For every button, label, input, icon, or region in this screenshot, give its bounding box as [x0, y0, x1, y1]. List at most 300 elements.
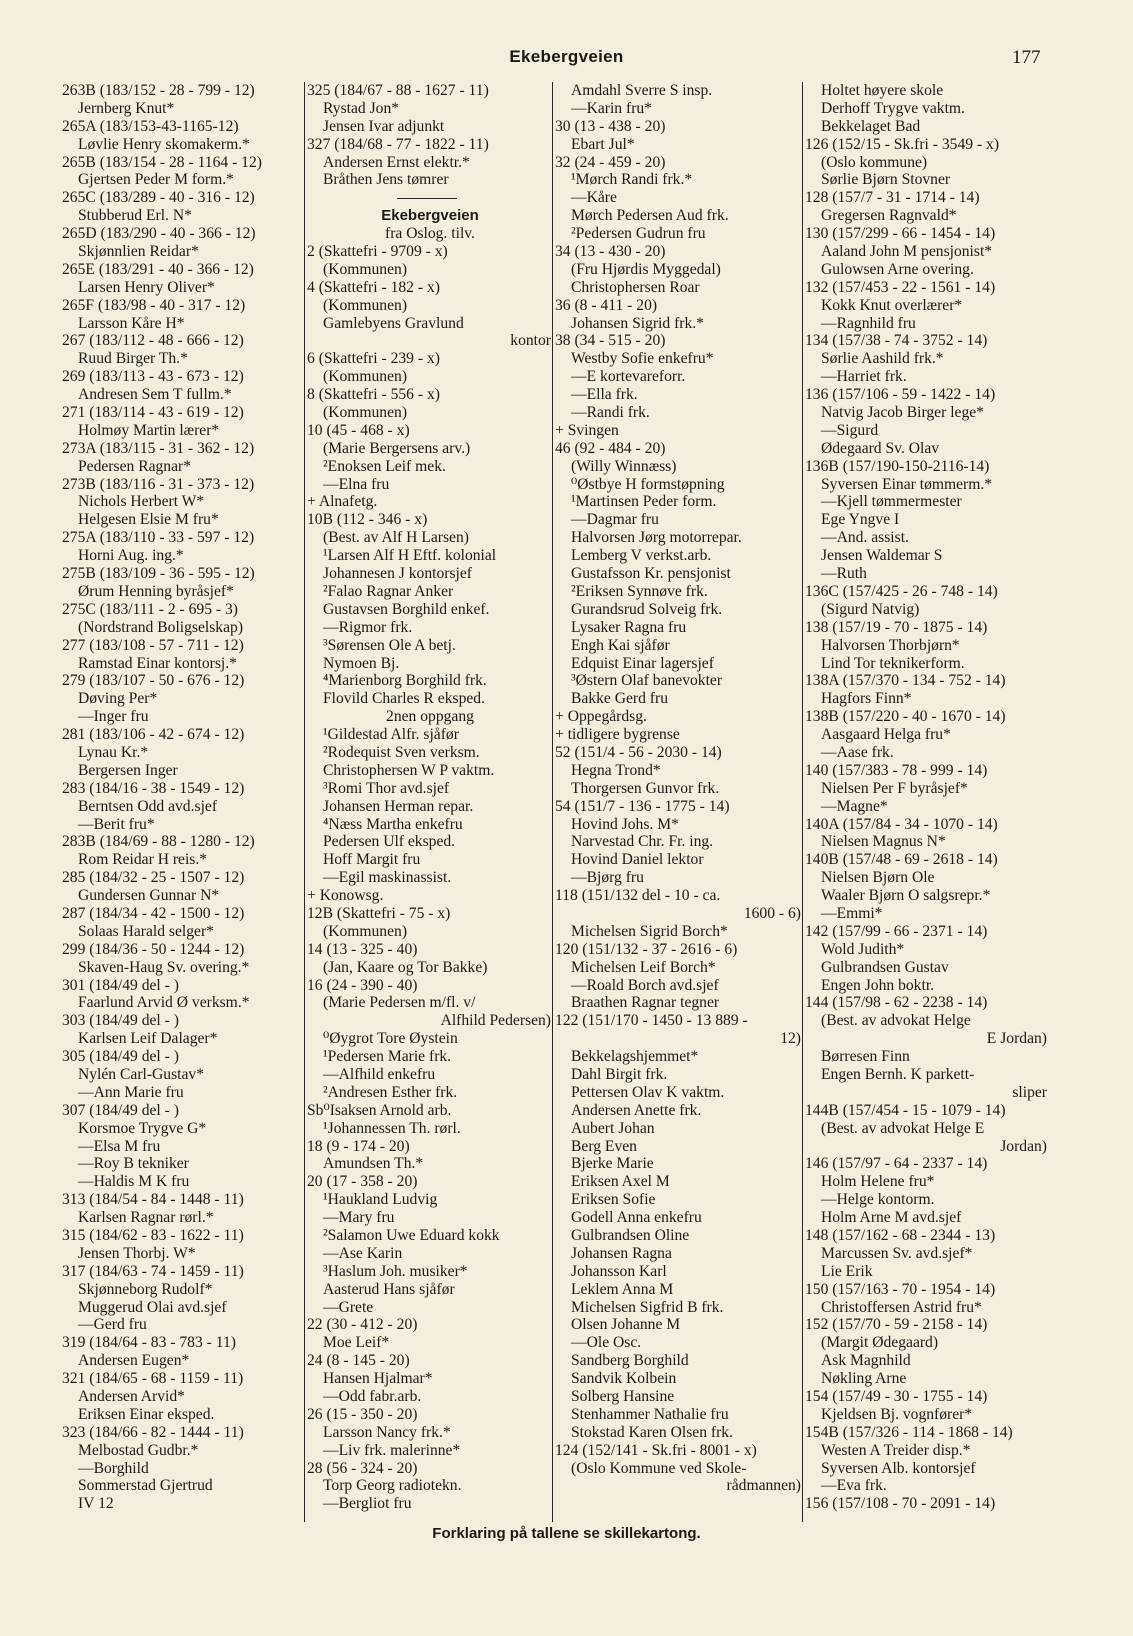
- directory-column-2: [304, 82, 553, 1522]
- resident-entry: Skaven-Haug Sv. overing.*: [78, 958, 250, 976]
- resident-entry: (Willy Winnæss): [571, 457, 677, 475]
- resident-entry: Waaler Bjørn O salgsrepr.*: [821, 887, 991, 905]
- resident-entry: Pedersen Ragnar*: [78, 457, 192, 475]
- resident-entry: Nymoen Bj.: [323, 654, 400, 672]
- resident-entry: Berntsen Odd avd.sjef: [78, 797, 218, 815]
- resident-entry: ³Østern Olaf banevokter: [571, 672, 723, 690]
- resident-entry: Michelsen Sigrid Borch*: [571, 922, 728, 940]
- resident-entry: Ødegaard Sv. Olav: [821, 439, 940, 457]
- resident-entry: Jensen Waldemar S: [821, 547, 943, 565]
- resident-entry: ²Eriksen Synnøve frk.: [571, 582, 708, 600]
- address-entry: 279 (183/107 - 50 - 676 - 12): [62, 672, 245, 690]
- resident-entry: —Bergliot fru: [323, 1495, 412, 1513]
- address-entry: 130 (157/299 - 66 - 1454 - 14): [805, 225, 996, 243]
- continuation-line: 12): [780, 1030, 801, 1048]
- resident-entry: Aasterud Hans sjåfør: [323, 1280, 455, 1298]
- resident-entry: —Berit fru*: [78, 815, 155, 833]
- continuation-line: rådmannen): [726, 1477, 801, 1495]
- resident-entry: (Best. av Alf H Larsen): [323, 529, 469, 547]
- resident-entry: Ruud Birger Th.*: [78, 350, 188, 368]
- resident-entry: Ørum Henning byråsjef*: [78, 582, 234, 600]
- address-entry: 305 (184/49 del - ): [62, 1048, 179, 1066]
- resident-entry: Derhoff Trygve vaktm.: [821, 99, 965, 117]
- address-entry: 118 (151/132 del - 10 - ca.: [555, 887, 721, 905]
- address-entry: 281 (183/106 - 42 - 674 - 12): [62, 726, 245, 744]
- address-entry: 36 (8 - 411 - 20): [555, 296, 658, 314]
- resident-entry: Eriksen Axel M: [571, 1173, 670, 1191]
- resident-entry: —Eva frk.: [821, 1477, 887, 1495]
- resident-entry: (Oslo Kommune ved Skole-: [571, 1459, 747, 1477]
- address-entry: 146 (157/97 - 64 - 2337 - 14): [805, 1155, 988, 1173]
- resident-entry: ³Haslum Joh. musiker*: [323, 1262, 468, 1280]
- resident-entry: Westby Sofie enkefru*: [571, 350, 714, 368]
- resident-entry: (Kommunen): [323, 368, 408, 386]
- resident-entry: ⁰Øygrot Tore Øystein: [323, 1030, 458, 1048]
- resident-entry: Sandvik Kolbein: [571, 1370, 677, 1388]
- address-entry: 128 (157/7 - 31 - 1714 - 14): [805, 189, 980, 207]
- resident-entry: Wold Judith*: [821, 940, 905, 958]
- resident-entry: (Sigurd Natvig): [821, 600, 920, 618]
- resident-entry: Aubert Johan: [571, 1119, 655, 1137]
- address-entry: 323 (184/66 - 82 - 1444 - 11): [62, 1423, 244, 1441]
- resident-entry: Nielsen Per F byråsjef*: [821, 779, 968, 797]
- resident-entry: Christophersen Roar: [571, 278, 700, 296]
- resident-entry: Bråthen Jens tømrer: [323, 171, 449, 189]
- resident-entry: —Dagmar fru: [571, 511, 659, 529]
- resident-entry: Døving Per*: [78, 690, 158, 708]
- address-entry: 265F (183/98 - 40 - 317 - 12): [62, 296, 246, 314]
- resident-entry: Holmøy Martin lærer*: [78, 421, 220, 439]
- address-entry: 273B (183/116 - 31 - 373 - 12): [62, 475, 255, 493]
- address-entry: 275B (183/109 - 36 - 595 - 12): [62, 565, 255, 583]
- resident-entry: Jensen Thorbj. W*: [78, 1244, 196, 1262]
- resident-entry: Andersen Arvid*: [78, 1388, 185, 1406]
- directory-column-3: [552, 82, 803, 1522]
- address-entry: 30 (13 - 438 - 20): [555, 117, 666, 135]
- address-entry: 136 (157/106 - 59 - 1422 - 14): [805, 386, 996, 404]
- address-entry: 327 (184/68 - 77 - 1822 - 11): [307, 135, 489, 153]
- resident-entry: —Roald Borch avd.sjef: [571, 976, 719, 994]
- resident-entry: Sørlie Aashild frk.*: [821, 350, 944, 368]
- resident-entry: —Alfhild enkefru: [323, 1065, 436, 1083]
- resident-entry: Andersen Anette frk.: [571, 1101, 702, 1119]
- resident-entry: ⁴Marienborg Borghild frk.: [323, 672, 487, 690]
- resident-entry: Christoffersen Astrid fru*: [821, 1298, 982, 1316]
- address-entry: 265A (183/153-43-1165-12): [62, 117, 239, 135]
- resident-entry: Aaland John M pensjonist*: [821, 243, 993, 261]
- address-entry: 265D (183/290 - 40 - 366 - 12): [62, 225, 256, 243]
- resident-entry: (Kommunen): [323, 296, 408, 314]
- resident-entry: Gurandsrud Solveig frk.: [571, 600, 723, 618]
- resident-entry: —Gerd fru: [78, 1316, 147, 1334]
- address-entry: 4 (Skattefri - 182 - x): [307, 278, 440, 296]
- address-entry: 271 (183/114 - 43 - 619 - 12): [62, 404, 244, 422]
- resident-entry: Johansen Ragna: [571, 1244, 672, 1262]
- resident-entry: ²Salamon Uwe Eduard kokk: [323, 1227, 500, 1244]
- resident-entry: Johansen Herman repar.: [323, 797, 474, 815]
- continuation-line: sliper: [1012, 1083, 1047, 1101]
- address-entry: 299 (184/36 - 50 - 1244 - 12): [62, 940, 245, 958]
- resident-entry: Skjønneborg Rudolf*: [78, 1280, 213, 1298]
- address-entry: 283 (184/16 - 38 - 1549 - 12): [62, 779, 245, 797]
- resident-entry: ¹Johannessen Th. rørl.: [323, 1119, 461, 1137]
- resident-entry: —Grete: [323, 1298, 374, 1316]
- resident-entry: ¹Pedersen Marie frk.: [323, 1048, 452, 1066]
- address-entry: 10 (45 - 468 - x): [307, 421, 410, 439]
- resident-entry: —Ase Karin: [323, 1244, 403, 1262]
- address-entry: 26 (15 - 350 - 20): [307, 1405, 418, 1423]
- resident-entry: Braathen Ragnar tegner: [571, 994, 720, 1012]
- resident-entry: Larsen Henry Oliver*: [78, 278, 215, 296]
- resident-entry: Holtet høyere skole: [821, 82, 944, 99]
- continuation-line: E Jordan): [986, 1030, 1047, 1048]
- resident-entry: —Ann Marie fru: [78, 1083, 184, 1101]
- page-number: 177: [1012, 47, 1041, 68]
- resident-entry: —Harriet frk.: [821, 368, 907, 386]
- address-entry: + Alnafetg.: [307, 493, 378, 511]
- resident-entry: (Kommunen): [323, 404, 408, 422]
- resident-entry: Holm Arne M avd.sjef: [821, 1209, 962, 1227]
- continuation-line: 1600 - 6): [743, 904, 801, 922]
- resident-entry: Lynau Kr.*: [78, 743, 149, 761]
- address-entry: 144B (157/454 - 15 - 1079 - 14): [805, 1101, 1006, 1119]
- continuation-line: Alfhild Pedersen): [440, 1012, 551, 1030]
- resident-entry: Nichols Herbert W*: [78, 493, 205, 511]
- resident-entry: (Margit Ødegaard): [821, 1334, 939, 1352]
- resident-entry: Sommerstad Gjertrud: [78, 1477, 213, 1495]
- address-entry: 277 (183/108 - 57 - 711 - 12): [62, 636, 244, 654]
- resident-entry: Syversen Alb. kontorsjef: [821, 1459, 976, 1477]
- resident-entry: Faarlund Arvid Ø verksm.*: [78, 994, 250, 1012]
- resident-entry: Gregersen Ragnvald*: [821, 207, 957, 225]
- address-entry: 267 (183/112 - 48 - 666 - 12): [62, 332, 244, 350]
- address-entry: 132 (157/453 - 22 - 1561 - 14): [805, 278, 996, 296]
- address-entry: 136B (157/190-150-2116-14): [805, 457, 990, 475]
- resident-entry: Rom Reidar H reis.*: [78, 851, 208, 869]
- resident-entry: Michelsen Leif Borch*: [571, 958, 716, 976]
- resident-entry: —Roy B tekniker: [78, 1155, 189, 1173]
- resident-entry: Olsen Johanne M: [571, 1316, 681, 1334]
- resident-entry: Johansson Karl: [571, 1262, 667, 1280]
- address-entry: 275A (183/110 - 33 - 597 - 12): [62, 529, 255, 547]
- resident-entry: Berg Even: [571, 1137, 637, 1155]
- resident-entry: Kokk Knut overlærer*: [821, 296, 963, 314]
- resident-entry: ²Andresen Esther frk.: [323, 1083, 458, 1101]
- resident-entry: ¹Mørch Randi frk.*: [571, 171, 693, 189]
- resident-entry: Syversen Einar tømmerm.*: [821, 475, 993, 493]
- street-heading: Ekebergveien: [381, 207, 479, 225]
- address-entry: 28 (56 - 324 - 20): [307, 1459, 418, 1477]
- address-entry: 140 (157/383 - 78 - 999 - 14): [805, 761, 988, 779]
- resident-entry: Mørch Pedersen Aud frk.: [571, 207, 729, 225]
- resident-entry: Godell Anna enkefru: [571, 1209, 702, 1227]
- resident-entry: Hansen Hjalmar*: [323, 1370, 433, 1388]
- resident-entry: (Marie Pedersen m/fl. v/: [323, 994, 476, 1012]
- address-entry: + Konowsg.: [307, 887, 384, 905]
- resident-entry: —Bjørg fru: [571, 869, 644, 887]
- address-entry: 152 (157/70 - 59 - 2158 - 14): [805, 1316, 988, 1334]
- address-entry: 269 (183/113 - 43 - 673 - 12): [62, 368, 244, 386]
- resident-entry: ¹Martinsen Peder form.: [571, 493, 717, 511]
- section-subheading: fra Oslog. tilv.: [385, 225, 475, 243]
- resident-entry: Narvestad Chr. Fr. ing.: [571, 833, 714, 851]
- resident-entry: Bekkelaget Bad: [821, 117, 921, 135]
- resident-entry: Johansen Sigrid frk.*: [571, 314, 704, 332]
- resident-entry: ³Romi Thor avd.sjef: [323, 779, 450, 797]
- resident-entry: Larsson Nancy frk.*: [323, 1423, 451, 1441]
- address-entry: 317 (184/63 - 74 - 1459 - 11): [62, 1262, 244, 1280]
- resident-entry: Stokstad Karen Olsen frk.: [571, 1423, 733, 1441]
- resident-entry: Marcussen Sv. avd.sjef*: [821, 1244, 973, 1262]
- address-entry: 46 (92 - 484 - 20): [555, 439, 666, 457]
- resident-entry: Korsmoe Trygve G*: [78, 1119, 207, 1137]
- resident-entry: —Elna fru: [323, 475, 390, 493]
- resident-entry: Leklem Anna M: [571, 1280, 674, 1298]
- resident-entry: Natvig Jacob Birger lege*: [821, 404, 984, 422]
- continuation-line: kontor: [510, 332, 551, 350]
- resident-entry: (Jan, Kaare og Tor Bakke): [323, 958, 488, 976]
- address-entry: 16 (24 - 390 - 40): [307, 976, 418, 994]
- resident-entry: —Liv frk. malerinne*: [323, 1441, 461, 1459]
- resident-entry: ²Pedersen Gudrun fru: [571, 225, 706, 243]
- resident-entry: —Karin fru*: [571, 99, 652, 117]
- resident-entry: (Marie Bergersens arv.): [323, 439, 471, 457]
- resident-entry: Hagfors Finn*: [821, 690, 912, 708]
- resident-entry: Gulbrandsen Oline: [571, 1227, 690, 1244]
- section-divider: [307, 189, 553, 207]
- resident-entry: Stubberud Erl. N*: [78, 207, 192, 225]
- resident-entry: Engen John boktr.: [821, 976, 935, 994]
- resident-entry: ¹Gildestad Alfr. sjåfør: [323, 726, 459, 744]
- address-entry: 24 (8 - 145 - 20): [307, 1352, 410, 1370]
- resident-entry: —And. assist.: [821, 529, 909, 547]
- address-entry: 122 (151/170 - 1450 - 13 889 -: [555, 1012, 748, 1030]
- resident-entry: —Magne*: [821, 797, 888, 815]
- address-entry: 273A (183/115 - 31 - 362 - 12): [62, 439, 255, 457]
- resident-entry: Solberg Hansine: [571, 1388, 675, 1406]
- resident-entry: Lie Erik: [821, 1262, 873, 1280]
- address-entry: 124 (152/141 - Sk.fri - 8001 - x): [555, 1441, 757, 1459]
- resident-entry: Helgesen Elsie M fru*: [78, 511, 219, 529]
- address-entry: 265B (183/154 - 28 - 1164 - 12): [62, 153, 262, 171]
- address-entry: 138 (157/19 - 70 - 1875 - 14): [805, 618, 988, 636]
- resident-entry: Bakke Gerd fru: [571, 690, 668, 708]
- address-entry: 144 (157/98 - 62 - 2238 - 14): [805, 994, 988, 1012]
- resident-entry: Lysaker Ragna fru: [571, 618, 687, 636]
- resident-entry: Sørlie Bjørn Stovner: [821, 171, 951, 189]
- address-entry: 140B (157/48 - 69 - 2618 - 14): [805, 851, 998, 869]
- address-entry: 263B (183/152 - 28 - 799 - 12): [62, 82, 255, 99]
- resident-entry: Horni Aug. ing.*: [78, 547, 184, 565]
- resident-entry: —Kåre: [571, 189, 617, 207]
- resident-entry: Hegna Trond*: [571, 761, 661, 779]
- resident-entry: Skjønnlien Reidar*: [78, 243, 199, 261]
- resident-entry: Pettersen Olav K vaktm.: [571, 1083, 725, 1101]
- address-entry: 287 (184/34 - 42 - 1500 - 12): [62, 904, 245, 922]
- resident-entry: IV 12: [78, 1495, 114, 1513]
- address-entry: 54 (151/7 - 136 - 1775 - 14): [555, 797, 730, 815]
- address-entry: 154B (157/326 - 114 - 1868 - 14): [805, 1423, 1013, 1441]
- resident-entry: Eriksen Einar eksped.: [78, 1405, 215, 1423]
- resident-entry: Amdahl Sverre S insp.: [571, 82, 713, 99]
- address-entry: 32 (24 - 459 - 20): [555, 153, 666, 171]
- address-entry: 156 (157/108 - 70 - 2091 - 14): [805, 1495, 996, 1513]
- address-entry: 303 (184/49 del - ): [62, 1012, 179, 1030]
- address-entry: 138A (157/370 - 134 - 752 - 14): [805, 672, 1006, 690]
- resident-entry: —Ragnhild fru: [821, 314, 916, 332]
- address-entry: + tidligere bygrense: [555, 726, 680, 744]
- address-entry: 307 (184/49 del - ): [62, 1101, 179, 1119]
- address-entry: + Oppegårdsg.: [555, 708, 647, 726]
- resident-entry: Halvorsen Jørg motorrepar.: [571, 529, 742, 547]
- resident-entry: —Ella frk.: [571, 386, 638, 404]
- address-entry: 150 (157/163 - 70 - 1954 - 14): [805, 1280, 996, 1298]
- resident-entry: Stenhammer Nathalie fru: [571, 1405, 729, 1423]
- resident-entry: ¹Larsen Alf H Eftf. kolonial: [323, 547, 497, 565]
- address-entry: 18 (9 - 174 - 20): [307, 1137, 410, 1155]
- resident-entry: —E kortevareforr.: [571, 368, 686, 386]
- resident-entry: ¹Haukland Ludvig: [323, 1191, 438, 1209]
- address-entry: 265E (183/291 - 40 - 366 - 12): [62, 260, 254, 278]
- resident-entry: Gamlebyens Gravlund: [323, 314, 464, 332]
- resident-entry: Bekkelagshjemmet*: [571, 1048, 699, 1066]
- resident-entry: ³Sørensen Ole A betj.: [323, 636, 456, 654]
- resident-entry: Bergersen Inger: [78, 761, 178, 779]
- address-entry: 301 (184/49 del - ): [62, 976, 179, 994]
- resident-entry: —Egil maskinassist.: [323, 869, 452, 887]
- resident-entry: —Ruth: [821, 565, 867, 583]
- address-entry: 34 (13 - 430 - 20): [555, 243, 666, 261]
- address-entry: 140A (157/84 - 34 - 1070 - 14): [805, 815, 998, 833]
- resident-entry: Hovind Johs. M*: [571, 815, 679, 833]
- address-entry: 321 (184/65 - 68 - 1159 - 11): [62, 1370, 244, 1388]
- resident-entry: Christophersen W P vaktm.: [323, 761, 495, 779]
- resident-entry: Sandberg Borghild: [571, 1352, 689, 1370]
- address-entry: 134 (157/38 - 74 - 3752 - 14): [805, 332, 988, 350]
- resident-entry: (Best. av advokat Helge E: [821, 1119, 985, 1137]
- resident-entry: —Kjell tømmermester: [821, 493, 962, 511]
- address-entry: 10B (112 - 346 - x): [307, 511, 428, 529]
- address-entry: Sb⁰Isaksen Arnold arb.: [307, 1101, 452, 1119]
- address-entry: 325 (184/67 - 88 - 1627 - 11): [307, 82, 489, 99]
- resident-entry: —Haldis M K fru: [78, 1173, 190, 1191]
- resident-entry: —Ole Osc.: [571, 1334, 642, 1352]
- resident-entry: Andresen Sem T fullm.*: [78, 386, 232, 404]
- resident-entry: —Rigmor frk.: [323, 618, 413, 636]
- resident-entry: Gundersen Gunnar N*: [78, 887, 220, 905]
- address-entry: 154 (157/49 - 30 - 1755 - 14): [805, 1388, 988, 1406]
- resident-entry: Gustafsson Kr. pensjonist: [571, 565, 731, 583]
- address-entry: 22 (30 - 412 - 20): [307, 1316, 418, 1334]
- resident-entry: —Sigurd: [821, 421, 879, 439]
- resident-entry: Nylén Carl-Gustav*: [78, 1065, 205, 1083]
- address-entry: 20 (17 - 358 - 20): [307, 1173, 418, 1191]
- address-entry: 6 (Skattefri - 239 - x): [307, 350, 440, 368]
- address-entry: 142 (157/99 - 66 - 2371 - 14): [805, 922, 988, 940]
- resident-entry: ²Enoksen Leif mek.: [323, 457, 446, 475]
- resident-entry: Thorgersen Gunvor frk.: [571, 779, 720, 797]
- resident-entry: Løvlie Henry skomakerm.*: [78, 135, 250, 153]
- resident-entry: Aasgaard Helga fru*: [821, 726, 951, 744]
- resident-entry: Amundsen Th.*: [323, 1155, 424, 1173]
- address-entry: 38 (34 - 515 - 20): [555, 332, 666, 350]
- resident-entry: Andersen Eugen*: [78, 1352, 190, 1370]
- resident-entry: Muggerud Olai avd.sjef: [78, 1298, 227, 1316]
- address-entry: 285 (184/32 - 25 - 1507 - 12): [62, 869, 245, 887]
- directory-column-1: [62, 82, 302, 1522]
- address-entry: 138B (157/220 - 40 - 1670 - 14): [805, 708, 1006, 726]
- resident-entry: Dahl Birgit frk.: [571, 1065, 668, 1083]
- resident-entry: Pedersen Ulf eksped.: [323, 833, 456, 851]
- resident-entry: Gustavsen Borghild enkef.: [323, 600, 490, 618]
- resident-entry: —Odd fabr.arb.: [323, 1388, 422, 1406]
- address-entry: 315 (184/62 - 83 - 1622 - 11): [62, 1227, 244, 1244]
- address-entry: 126 (152/15 - Sk.fri - 3549 - x): [805, 135, 1000, 153]
- resident-entry: Engh Kai sjåfør: [571, 636, 670, 654]
- resident-entry: Engen Bernh. K parkett-: [821, 1065, 975, 1083]
- resident-entry: Hovind Daniel lektor: [571, 851, 704, 869]
- directory-column-4: [802, 82, 1049, 1522]
- resident-entry: Torp Georg radiotekn.: [323, 1477, 462, 1495]
- resident-entry: Michelsen Sigfrid B frk.: [571, 1298, 724, 1316]
- resident-entry: Lemberg V verkst.arb.: [571, 547, 712, 565]
- resident-entry: ⁰Østbye H formstøpning: [571, 475, 725, 493]
- resident-entry: —Randi frk.: [571, 404, 650, 422]
- address-entry: 283B (184/69 - 88 - 1280 - 12): [62, 833, 255, 851]
- address-entry: + Svingen: [555, 421, 619, 439]
- resident-entry: Halvorsen Thorbjørn*: [821, 636, 960, 654]
- address-entry: 12B (Skattefri - 75 - x): [307, 904, 451, 922]
- resident-entry: (Kommunen): [323, 922, 408, 940]
- resident-entry: Andersen Ernst elektr.*: [323, 153, 470, 171]
- resident-entry: Moe Leif*: [323, 1334, 390, 1352]
- resident-entry: Bjerke Marie: [571, 1155, 654, 1173]
- resident-entry: (Kommunen): [323, 260, 408, 278]
- resident-entry: —Inger fru: [78, 708, 149, 726]
- resident-entry: Rystad Jon*: [323, 99, 400, 117]
- resident-entry: —Emmi*: [821, 904, 883, 922]
- address-entry: 319 (184/64 - 83 - 783 - 11): [62, 1334, 236, 1352]
- resident-entry: Nøkling Arne: [821, 1370, 907, 1388]
- resident-entry: Westen A Treider disp.*: [821, 1441, 971, 1459]
- footer-note: Forklaring på tallene se skillekartong.: [432, 1525, 701, 1542]
- address-entry: 275C (183/111 - 2 - 695 - 3): [62, 600, 238, 618]
- address-entry: 120 (151/132 - 37 - 2616 - 6): [555, 940, 738, 958]
- resident-entry: ⁴Næss Martha enkefru: [323, 815, 463, 833]
- resident-entry: —Mary fru: [323, 1209, 395, 1227]
- resident-entry: Eriksen Sofie: [571, 1191, 656, 1209]
- resident-entry: Nielsen Magnus N*: [821, 833, 946, 851]
- resident-entry: —Elsa M fru: [78, 1137, 161, 1155]
- resident-entry: Karlsen Leif Dalager*: [78, 1030, 218, 1048]
- page-header-title: Ekebergveien: [509, 47, 624, 66]
- directory-columns: [62, 82, 1046, 1522]
- resident-entry: Børresen Finn: [821, 1048, 910, 1066]
- resident-entry: Johannesen J kontorsjef: [323, 565, 472, 583]
- resident-entry: —Helge kontorm.: [821, 1191, 935, 1209]
- resident-entry: (Oslo kommune): [821, 153, 928, 171]
- resident-entry: Ege Yngve I: [821, 511, 900, 529]
- resident-entry: Solaas Harald selger*: [78, 922, 214, 940]
- resident-entry: Gulbrandsen Gustav: [821, 958, 949, 976]
- resident-entry: Gulowsen Arne overing.: [821, 260, 974, 278]
- resident-entry: Larsson Kåre H*: [78, 314, 185, 332]
- continuation-line: Jordan): [1000, 1137, 1047, 1155]
- resident-entry: Jernberg Knut*: [78, 99, 175, 117]
- resident-entry: Ebart Jul*: [571, 135, 635, 153]
- resident-entry: (Nordstrand Boligselskap): [78, 618, 244, 636]
- resident-entry: Holm Helene fru*: [821, 1173, 935, 1191]
